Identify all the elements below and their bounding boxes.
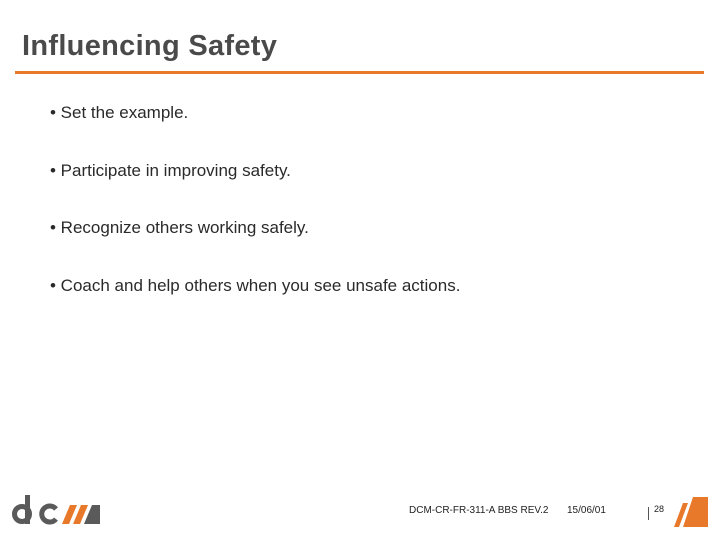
slide-title: Influencing Safety (22, 30, 278, 62)
footer-divider (648, 507, 649, 520)
document-date: 15/06/01 (567, 505, 606, 516)
title-underline (15, 71, 704, 74)
document-code: DCM-CR-FR-311-A BBS REV.2 (409, 505, 549, 516)
bullet-item: • Coach and help others when you see unsafe actions. (50, 275, 461, 295)
dcm-logo (12, 492, 104, 528)
bullet-item: • Participate in improving safety. (50, 160, 291, 180)
page-number: 28 (654, 504, 665, 514)
bullet-item: • Set the example. (50, 103, 189, 122)
dcm-slash-mark-icon (674, 497, 708, 527)
bullet-item: • Recognize others working safely. (50, 218, 309, 237)
bullet-list (50, 101, 460, 331)
